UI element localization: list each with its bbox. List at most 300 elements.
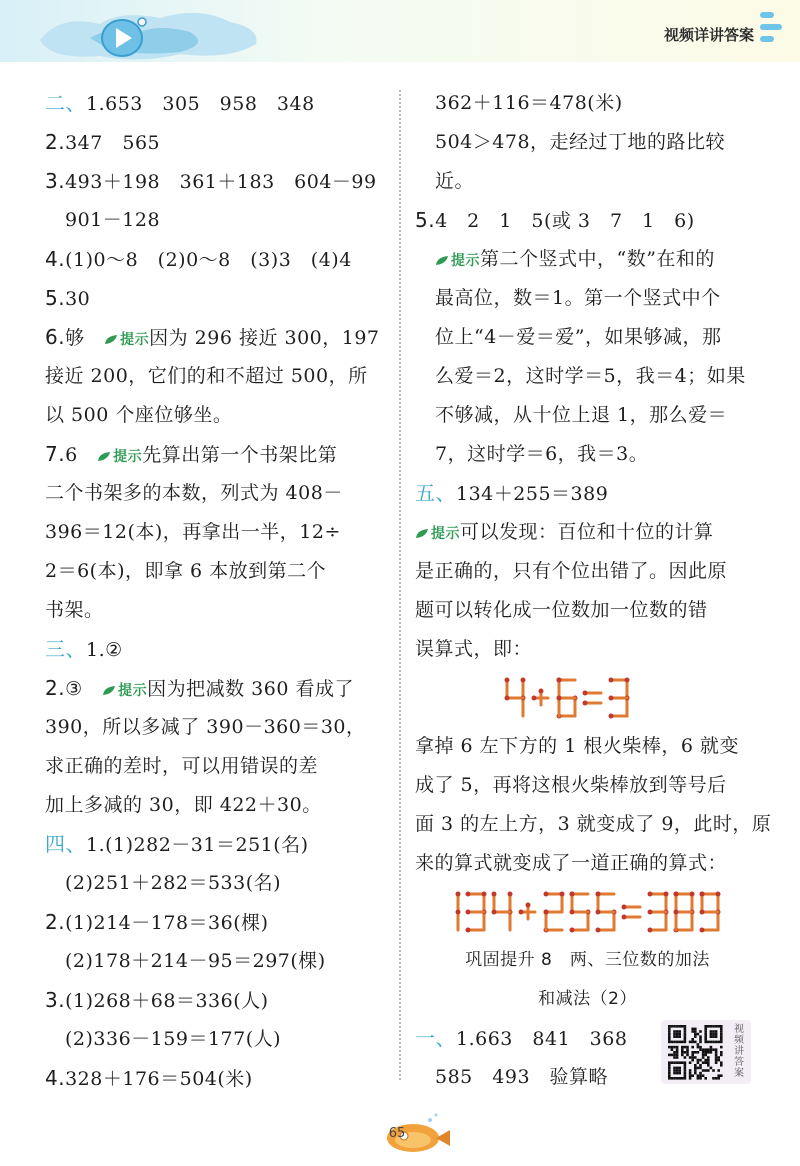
section-label: 二、	[45, 91, 86, 115]
qr-module	[702, 1051, 705, 1054]
item-number: 5.	[415, 208, 436, 232]
qr-module	[673, 1025, 676, 1028]
answer-line: 成了 5，再将这根火柴棒放到等号后	[415, 774, 727, 796]
qr-module	[689, 1061, 692, 1064]
leaf-icon	[435, 255, 449, 266]
qr-module	[676, 1033, 679, 1036]
qr-module	[681, 1046, 684, 1049]
qr-module	[704, 1025, 707, 1028]
qr-module	[717, 1025, 720, 1028]
match-head	[569, 928, 574, 933]
qr-module	[668, 1069, 671, 1072]
menu-lines-icon	[758, 10, 788, 54]
qr-module	[699, 1064, 702, 1067]
qr-module	[689, 1074, 692, 1077]
qr-module	[676, 1030, 679, 1033]
qr-module	[699, 1059, 702, 1062]
qr-module	[710, 1041, 713, 1044]
answer-line: 不够减，从十位上退 1，那么爱＝	[435, 404, 728, 426]
match-head	[569, 910, 574, 915]
answer-line: 5.30	[45, 286, 91, 310]
qr-module	[676, 1077, 679, 1080]
section-label: 一、	[415, 1026, 456, 1050]
qr-module	[710, 1067, 713, 1070]
match-head	[455, 910, 460, 915]
answer-line: 7.6 提示先算出第一个书架比第	[45, 442, 338, 466]
qr-module	[707, 1069, 710, 1072]
qr-module	[673, 1077, 676, 1080]
qr-module	[684, 1061, 687, 1064]
qr-module	[707, 1048, 710, 1051]
qr-module	[697, 1074, 700, 1077]
qr-module	[694, 1067, 697, 1070]
answer-line: 585 493 验算略	[435, 1066, 609, 1088]
match-head	[543, 910, 548, 915]
qr-module	[678, 1025, 681, 1028]
qr-module	[707, 1056, 710, 1059]
match-head	[556, 678, 561, 683]
qr-module	[673, 1072, 676, 1075]
answer-line: (2)251＋282＝533(名)	[65, 872, 282, 894]
qr-module	[673, 1051, 676, 1054]
qr-module	[668, 1054, 671, 1057]
item-number: 4.	[45, 1066, 66, 1090]
qr-module	[720, 1051, 723, 1054]
qr-module	[715, 1077, 718, 1080]
answer-line: 提示可以发现：百位和十位的计算	[415, 513, 760, 552]
qr-module	[712, 1025, 715, 1028]
qr-module	[691, 1028, 694, 1031]
match-head	[673, 892, 678, 897]
qr-module	[668, 1041, 671, 1044]
section-label: 三、	[45, 637, 86, 661]
qr-module	[689, 1077, 692, 1080]
qr-module	[676, 1054, 679, 1057]
qr-module	[699, 1038, 702, 1041]
answer-line: 3.(1)268＋68＝336(人)	[45, 988, 269, 1012]
qr-module	[717, 1077, 720, 1080]
section-title: 巩固提升 8 两、三位数的加法	[465, 950, 710, 970]
item-number: 3.	[45, 169, 66, 193]
answer-line: 362＋116＝478(米)	[435, 92, 623, 114]
qr-module	[717, 1041, 720, 1044]
qr-module	[694, 1035, 697, 1038]
qr-module	[678, 1041, 681, 1044]
qr-module	[715, 1033, 718, 1036]
right-column	[415, 84, 772, 1097]
qr-module	[715, 1041, 718, 1044]
qr-module	[671, 1041, 674, 1044]
answer-line: 近。	[435, 170, 475, 192]
qr-module	[704, 1035, 707, 1038]
qr-module	[673, 1033, 676, 1036]
qr-code-panel[interactable]	[661, 1020, 751, 1084]
match-head	[465, 928, 470, 933]
qr-module	[702, 1069, 705, 1072]
item-number: 7.	[45, 442, 66, 466]
qr-module	[720, 1061, 723, 1064]
qr-module	[681, 1054, 684, 1057]
qr-module	[681, 1051, 684, 1054]
qr-module	[699, 1067, 702, 1070]
qr-module	[712, 1048, 715, 1051]
qr-module	[704, 1038, 707, 1041]
qr-module	[673, 1061, 676, 1064]
qr-module	[678, 1067, 681, 1070]
qr-module	[707, 1025, 710, 1028]
match-head	[543, 892, 548, 897]
answer-line: 么爱＝2，这时学＝5，我＝4；如果	[435, 365, 746, 387]
qr-module	[678, 1030, 681, 1033]
qr-module	[671, 1077, 674, 1080]
qr-module	[678, 1035, 681, 1038]
qr-module	[697, 1059, 700, 1062]
qr-module	[697, 1051, 700, 1054]
qr-module	[668, 1067, 671, 1070]
qr-module	[694, 1041, 697, 1044]
qr-module	[691, 1054, 694, 1057]
qr-module	[699, 1041, 702, 1044]
qr-module	[720, 1025, 723, 1028]
item-number: 3.	[45, 988, 66, 1012]
qr-module	[697, 1067, 700, 1070]
qr-module	[694, 1064, 697, 1067]
answer-line: 5.4 2 1 5(或 3 7 1 6)	[415, 208, 695, 232]
qr-module	[715, 1061, 718, 1064]
answer-line: 504＞478，走经过丁地的路比较	[435, 131, 726, 153]
qr-module	[694, 1028, 697, 1031]
answer-line: 三、1.②	[45, 637, 123, 661]
match-head	[595, 928, 600, 933]
qr-module	[691, 1059, 694, 1062]
match-head	[491, 910, 496, 915]
qr-module	[702, 1074, 705, 1077]
answer-line: 书架。	[45, 599, 104, 621]
qr-module	[710, 1051, 713, 1054]
qr-module	[668, 1035, 671, 1038]
qr-module	[694, 1072, 697, 1075]
answer-line: 面 3 的左上方，3 就变成了 9，此时，原	[415, 813, 772, 835]
qr-module	[712, 1041, 715, 1044]
answer-line: 3.493＋198 361＋183 604－99	[45, 169, 377, 193]
qr-module	[668, 1046, 671, 1049]
qr-module	[673, 1069, 676, 1072]
qr-module	[684, 1056, 687, 1059]
qr-module	[676, 1056, 679, 1059]
answer-line: 二、1.653 305 958 348	[45, 91, 315, 115]
match-head	[507, 892, 512, 897]
qr-module	[720, 1035, 723, 1038]
qr-module	[691, 1041, 694, 1044]
qr-module	[694, 1033, 697, 1036]
qr-module	[668, 1072, 671, 1075]
qr-module	[697, 1061, 700, 1064]
qr-module	[671, 1054, 674, 1057]
hint-label: 提示	[120, 332, 150, 348]
qr-module	[702, 1048, 705, 1051]
qr-module	[694, 1056, 697, 1059]
qr-module	[704, 1033, 707, 1036]
match-head	[582, 691, 587, 696]
qr-module	[676, 1072, 679, 1075]
item-number: 2.	[45, 910, 66, 934]
hint-label: 提示	[118, 683, 148, 699]
page-number: 65	[388, 1126, 406, 1141]
leaf-icon	[415, 528, 429, 539]
qr-module	[689, 1072, 692, 1075]
qr-module	[720, 1028, 723, 1031]
qr-module	[684, 1064, 687, 1067]
qr-module	[676, 1046, 679, 1049]
matchstick-equation-wrong	[415, 669, 760, 727]
qr-module	[673, 1054, 676, 1057]
item-number: 4.	[45, 247, 66, 271]
answer-line: 提示第二个竖式中，“数”在和的	[415, 240, 760, 279]
match-head	[582, 701, 587, 706]
qr-module	[691, 1038, 694, 1041]
match-head	[481, 892, 486, 897]
qr-module	[707, 1059, 710, 1062]
match-head	[647, 910, 652, 915]
qr-module	[712, 1035, 715, 1038]
match-head	[699, 892, 704, 897]
qr-module	[717, 1056, 720, 1059]
match-head	[465, 892, 470, 897]
qr-module	[715, 1056, 718, 1059]
qr-module	[686, 1048, 689, 1051]
qr-module	[710, 1046, 713, 1049]
qr-module	[684, 1038, 687, 1041]
match-head	[624, 678, 629, 683]
answer-line: (2)336－159＝177(人)	[65, 1028, 282, 1050]
match-head	[595, 892, 600, 897]
match-head	[699, 910, 704, 915]
qr-module	[684, 1077, 687, 1080]
qr-module	[678, 1061, 681, 1064]
qr-module	[691, 1030, 694, 1033]
qr-module	[704, 1059, 707, 1062]
match-head	[715, 892, 720, 897]
qr-module	[684, 1028, 687, 1031]
qr-module	[702, 1061, 705, 1064]
match-head	[621, 905, 626, 910]
qr-module	[697, 1077, 700, 1080]
qr-module	[691, 1056, 694, 1059]
qr-module	[678, 1033, 681, 1036]
qr-module	[684, 1074, 687, 1077]
match-head	[538, 689, 543, 694]
qr-module	[694, 1069, 697, 1072]
match-head	[455, 892, 460, 897]
match-head	[525, 903, 530, 908]
answer-line: 位上“4－爱＝爱”，如果够减，那	[435, 326, 722, 348]
qr-module	[720, 1046, 723, 1049]
answer-line: 拿掉 6 左下方的 1 根火柴棒，6 就变	[415, 735, 739, 757]
qr-module	[715, 1035, 718, 1038]
qr-module	[699, 1030, 702, 1033]
qr-module	[686, 1054, 689, 1057]
qr-module	[715, 1030, 718, 1033]
qr-module	[678, 1077, 681, 1080]
answer-line: 来的算式就变成了一道正确的算式：	[415, 852, 728, 874]
answer-line: 4.(1)0～8 (2)0～8 (3)3 (4)4	[45, 247, 352, 271]
answer-line: 7，这时学＝6，我＝3。	[435, 443, 649, 465]
qr-module	[697, 1046, 700, 1049]
match-head	[556, 696, 561, 701]
qr-module	[673, 1056, 676, 1059]
qr-module	[715, 1059, 718, 1062]
answer-line: 是正确的，只有个位出错了。因此原	[415, 560, 728, 582]
qr-module	[684, 1041, 687, 1044]
qr-module	[673, 1067, 676, 1070]
answer-line: 题可以转化成一位数加一位数的错	[415, 599, 708, 621]
item-number: 6.	[45, 325, 66, 349]
qr-module	[676, 1067, 679, 1070]
left-column	[45, 84, 390, 1098]
qr-module	[673, 1046, 676, 1049]
qr-module	[676, 1051, 679, 1054]
answer-line: 加上多减的 30，即 422＋30。	[45, 794, 322, 816]
qr-module	[702, 1056, 705, 1059]
answer-line: (2)178＋214－95＝297(棵)	[65, 950, 326, 972]
qr-module	[681, 1025, 684, 1028]
qr-module	[710, 1048, 713, 1051]
answer-line: 396＝12(本)，再拿出一半，12÷	[45, 521, 341, 543]
qr-module	[707, 1064, 710, 1067]
qr-module	[715, 1048, 718, 1051]
leaf-icon	[102, 685, 116, 696]
match-head	[504, 678, 509, 683]
item-number: 2.	[45, 676, 66, 700]
answer-line: 2.347 565	[45, 130, 161, 154]
qr-module	[699, 1077, 702, 1080]
header-title: 视频详讲答案	[663, 26, 754, 44]
answer-line: 四、1.(1)282－31＝251(名)	[45, 832, 309, 856]
hint-label: 提示	[431, 526, 460, 542]
qr-module	[676, 1041, 679, 1044]
qr-module	[689, 1041, 692, 1044]
answer-line: 901－128	[65, 209, 161, 231]
column-divider	[399, 90, 401, 1080]
qr-module	[684, 1046, 687, 1049]
qr-module	[694, 1051, 697, 1054]
match-head	[608, 714, 613, 719]
matchstick-equation-icon	[438, 889, 738, 935]
qr-module	[673, 1030, 676, 1033]
qr-module	[710, 1030, 713, 1033]
qr-module	[717, 1059, 720, 1062]
answer-line: 2.③ 提示因为把减数 360 看成了	[45, 676, 354, 700]
match-head	[518, 910, 523, 915]
leaf-icon	[97, 451, 111, 462]
qr-module	[691, 1074, 694, 1077]
qr-module	[704, 1069, 707, 1072]
match-head	[608, 696, 613, 701]
qr-module	[699, 1035, 702, 1038]
qr-module	[707, 1041, 710, 1044]
answer-line: 以 500 个座位够坐。	[45, 404, 233, 426]
qr-module	[717, 1069, 720, 1072]
qr-module	[684, 1025, 687, 1028]
qr-module	[676, 1035, 679, 1038]
qr-module	[707, 1061, 710, 1064]
qr-module	[697, 1043, 700, 1046]
answer-line: 2＝6(本)，即拿 6 本放到第二个	[45, 560, 327, 582]
qr-module	[720, 1041, 723, 1044]
qr-module	[689, 1056, 692, 1059]
answer-line: 最高位，数＝1。第一个竖式中个	[435, 287, 721, 309]
qr-module	[699, 1048, 702, 1051]
match-head	[621, 915, 626, 920]
play-video-icon[interactable]	[96, 14, 152, 60]
match-head	[608, 678, 613, 683]
qr-module	[720, 1074, 723, 1077]
qr-module	[712, 1033, 715, 1036]
qr-module	[710, 1025, 713, 1028]
qr-module	[707, 1051, 710, 1054]
qr-module	[699, 1074, 702, 1077]
qr-module	[699, 1046, 702, 1049]
hint-label: 提示	[451, 253, 480, 269]
qr-module	[686, 1051, 689, 1054]
qr-module	[684, 1051, 687, 1054]
qr-module	[691, 1051, 694, 1054]
qr-module	[671, 1061, 674, 1064]
qr-module	[676, 1069, 679, 1072]
qr-module	[689, 1069, 692, 1072]
qr-module	[668, 1028, 671, 1031]
match-head	[465, 910, 470, 915]
match-head	[673, 910, 678, 915]
qr-module	[684, 1030, 687, 1033]
qr-module	[702, 1054, 705, 1057]
qr-module	[673, 1035, 676, 1038]
qr-module	[668, 1033, 671, 1036]
qr-module	[673, 1041, 676, 1044]
qr-module	[704, 1030, 707, 1033]
qr-module	[681, 1048, 684, 1051]
answer-line: 390，所以多减了 390－360＝30，	[45, 716, 366, 738]
qr-module	[720, 1038, 723, 1041]
qr-module	[668, 1064, 671, 1067]
qr-module	[681, 1041, 684, 1044]
match-head	[559, 892, 564, 897]
answer-line: 求正确的差时，可以用错误的差	[45, 755, 319, 777]
item-number: 2.	[45, 130, 66, 154]
match-head	[491, 892, 496, 897]
qr-module	[715, 1025, 718, 1028]
qr-module	[710, 1033, 713, 1036]
hint-label: 提示	[113, 449, 143, 465]
qr-module	[704, 1048, 707, 1051]
qr-module	[720, 1054, 723, 1057]
qr-module	[676, 1061, 679, 1064]
qr-module	[720, 1033, 723, 1036]
match-head	[531, 696, 536, 701]
match-head	[689, 892, 694, 897]
qr-module	[712, 1077, 715, 1080]
qr-module	[668, 1030, 671, 1033]
qr-module	[710, 1035, 713, 1038]
qr-module	[684, 1067, 687, 1070]
match-head	[647, 928, 652, 933]
matchstick-equation-correct	[415, 883, 760, 941]
match-head	[569, 892, 574, 897]
answer-line: 6.够 提示因为 296 接近 300，197	[45, 325, 380, 349]
qr-module	[694, 1030, 697, 1033]
qr-module	[676, 1025, 679, 1028]
qr-code-icon[interactable]	[665, 1023, 729, 1081]
